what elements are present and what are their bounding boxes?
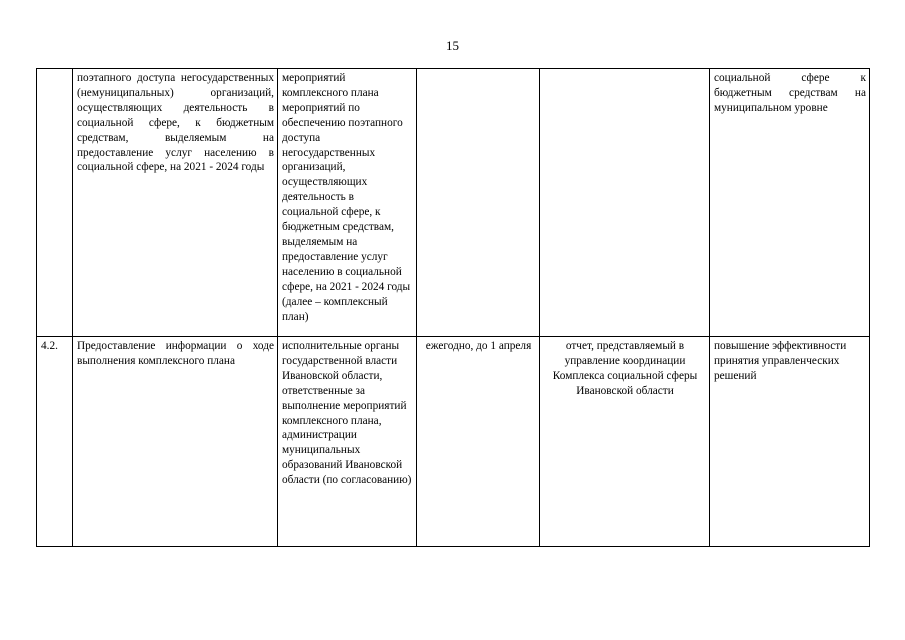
table-row xyxy=(37,69,870,337)
responsible-cell: исполнительные органы государственной власти Ивановской области, ответственные за выполнение мероприятий комплексного плана, администрации муниципальных образований Ивановской области (по согласованию) xyxy=(278,337,417,547)
responsible-cell: мероприятий комплексного плана мероприятий по обеспечению поэтапного доступа негосударственных организаций, осуществляющих деятельность в социальной сфере, к бюджетным средствам, выделяемым на предоставление услуг населению в социальной сфере, на 2021 - 2024 годы (далее – комплексный план) xyxy=(278,69,417,337)
deadline-cell: ежегодно, до 1 апреля xyxy=(417,337,540,547)
page-number: 15 xyxy=(446,38,459,53)
effect-cell: социальной сфере к бюджетным средствам на муниципальном уровне xyxy=(710,69,870,337)
event-cell: Предоставление информации о ходе выполнения комплексного плана xyxy=(73,337,278,547)
result-cell xyxy=(540,69,710,337)
row-number-cell xyxy=(37,69,73,337)
row-number-cell: 4.2. xyxy=(37,337,73,547)
event-cell: поэтапного доступа негосударственных (немуниципальных) организаций, осуществляющих деятельность в социальной сфере, к бюджетным средствам, выделяемым на предоставление услуг населению в социальной сфере, на 2021 - 2024 годы xyxy=(73,69,278,337)
deadline-cell xyxy=(417,69,540,337)
result-cell: отчет, представляемый в управление координации Комплекса социальной сферы Ивановской области xyxy=(540,337,710,547)
measures-table xyxy=(36,68,870,547)
table-row xyxy=(37,337,870,547)
effect-cell: повышение эффективности принятия управленческих решений xyxy=(710,337,870,547)
